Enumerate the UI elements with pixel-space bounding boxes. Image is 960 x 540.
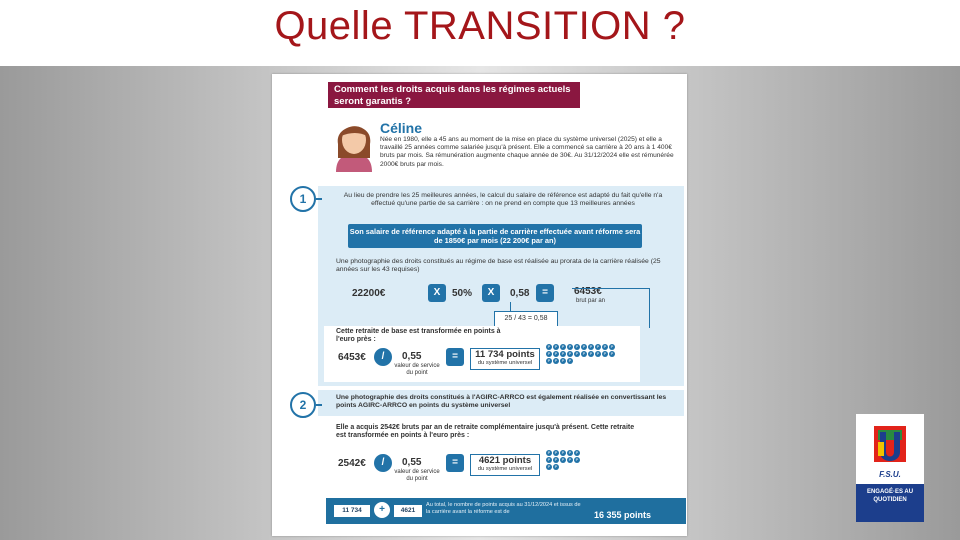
point-dot: P <box>547 464 551 469</box>
point-dot: P <box>568 358 572 363</box>
infographic-header: Comment les droits acquis dans les régimes actuels seront garantis ? <box>328 82 580 108</box>
section2-label: Elle a acquis 2542€ bruts par an de retraite complémentaire jusqu'à présent. Cette retraite est transformée en points à l'euro près : <box>336 424 635 440</box>
point-dot: P <box>575 457 579 462</box>
point-dot: P <box>561 457 565 462</box>
slide-title: Quelle TRANSITION ? <box>274 4 686 48</box>
reference-salary-pill: Son salaire de référence adapté à la partie de carrière effectuée avant réforme sera de 1850€ par mois (22 200€ par an) <box>348 224 642 248</box>
section2-points: 4621 points <box>478 455 532 466</box>
point-dot: P <box>554 457 558 462</box>
point-dot: P <box>568 351 572 356</box>
ratio-detail-box: 25 / 43 = 0,58 <box>494 311 558 327</box>
conversion-points-box <box>470 348 540 370</box>
section1-connector <box>316 198 322 200</box>
fsu-tagline: ENGAGÉ·ES AU QUOTIDIEN <box>856 484 924 522</box>
section2-equals: = <box>446 454 464 472</box>
total-box-1: 11 734 <box>334 505 370 517</box>
conversion-value: 0,55 <box>402 351 422 362</box>
conversion-points-note: du système universel <box>477 360 533 366</box>
person-name: Céline <box>380 120 423 136</box>
point-dot: P <box>582 344 586 349</box>
point-dot: P <box>596 351 600 356</box>
conversion-divide: / <box>374 348 392 366</box>
point-dot: P <box>568 457 572 462</box>
total-plus: + <box>374 502 390 518</box>
section1-text: Au lieu de prendre les 25 meilleures années, le calcul du salaire de référence est adapté du fait qu'elle n'a effectué qu'une partie de sa carrière : on ne prend en compte que 13 meilleures années <box>343 192 663 208</box>
fsu-logo-text: F.S.U. <box>879 470 901 479</box>
points-dots-1 <box>546 344 615 364</box>
infographic-document <box>272 74 687 536</box>
point-dot: P <box>575 344 579 349</box>
calc-equals: = <box>536 284 554 302</box>
section2-connector <box>316 404 322 406</box>
calc-result-note: brut par an <box>576 298 606 304</box>
calc-salary: 22200€ <box>352 288 386 299</box>
section2-points-box <box>470 454 540 476</box>
calc-times-2: X <box>482 284 500 302</box>
point-dot: P <box>547 450 551 455</box>
section2-points-note: du système universel <box>477 466 533 472</box>
point-dot: P <box>575 351 579 356</box>
point-dot: P <box>561 450 565 455</box>
total-text: Au total, le nombre de points acquis au 31/12/2024 et issus de la carrière avant la réforme est de <box>426 502 581 515</box>
result-connector <box>572 288 650 328</box>
point-dot: P <box>610 351 614 356</box>
total-points: 16 355 points <box>594 510 652 520</box>
point-dot: P <box>575 450 579 455</box>
person-avatar-icon <box>330 114 378 172</box>
section2-text: Une photographie des droits constitués à l'AGIRC-ARRCO est également réalisée en convertissant les points AGIRC-ARRCO en points du système universel <box>336 394 667 410</box>
point-dot: P <box>554 358 558 363</box>
conversion-points: 11 734 points <box>475 349 535 360</box>
conversion-amount: 6453€ <box>338 352 366 363</box>
point-dot: P <box>554 450 558 455</box>
calc-rate: 50% <box>452 288 473 299</box>
point-dot: P <box>547 457 551 462</box>
point-dot: P <box>554 344 558 349</box>
point-dot: P <box>568 450 572 455</box>
point-dot: P <box>589 351 593 356</box>
point-dot: P <box>603 344 607 349</box>
point-dot: P <box>547 344 551 349</box>
calc-times-1: X <box>428 284 446 302</box>
points-dots-2 <box>546 450 580 470</box>
point-dot: P <box>568 344 572 349</box>
point-dot: P <box>610 344 614 349</box>
point-dot: P <box>582 351 586 356</box>
point-dot: P <box>561 351 565 356</box>
calc-result: 6453€ <box>574 286 602 297</box>
point-dot: P <box>547 358 551 363</box>
point-dot: P <box>596 344 600 349</box>
section2-value: 0,55 <box>402 457 422 468</box>
conversion-value-note: valeur de service du point <box>394 363 440 376</box>
conversion-label: Cette retraite de base est transformée en points à l'euro près : <box>336 328 501 344</box>
fsu-logo <box>856 414 924 518</box>
total-box-2: 4621 <box>394 505 422 517</box>
point-dot: P <box>603 351 607 356</box>
conversion-equals: = <box>446 348 464 366</box>
section2-value-note: valeur de service du point <box>394 469 440 482</box>
point-dot: P <box>554 464 558 469</box>
point-dot: P <box>561 358 565 363</box>
calc-ratio: 0,58 <box>510 288 530 299</box>
section2-amount: 2542€ <box>338 458 366 469</box>
fsu-emblem-icon <box>864 418 916 470</box>
point-dot: P <box>589 344 593 349</box>
section1-text2: Une photographie des droits constitués au régime de base est réalisée au prorata de la carrière réalisée (25 années sur les 43 requises) <box>336 258 661 274</box>
section2-divide: / <box>374 454 392 472</box>
point-dot: P <box>554 351 558 356</box>
section2-number: 2 <box>290 392 316 418</box>
point-dot: P <box>561 344 565 349</box>
point-dot: P <box>547 351 551 356</box>
title-bar <box>0 0 960 66</box>
person-intro: Née en 1980, elle a 45 ans au moment de la mise en place du système universel (2025) et elle a travaillé 25 années comme salariée jusqu'à présent. Elle a commencé sa carrière à 20 ans à 1 400€ bruts par mois. Sa rémunération augmente chaque année de 30€. Au 31/12/2024 elle est rémunérée 2000€ bruts par mois. <box>380 136 674 168</box>
ratio-connector <box>510 302 524 311</box>
section1-number: 1 <box>290 186 316 212</box>
